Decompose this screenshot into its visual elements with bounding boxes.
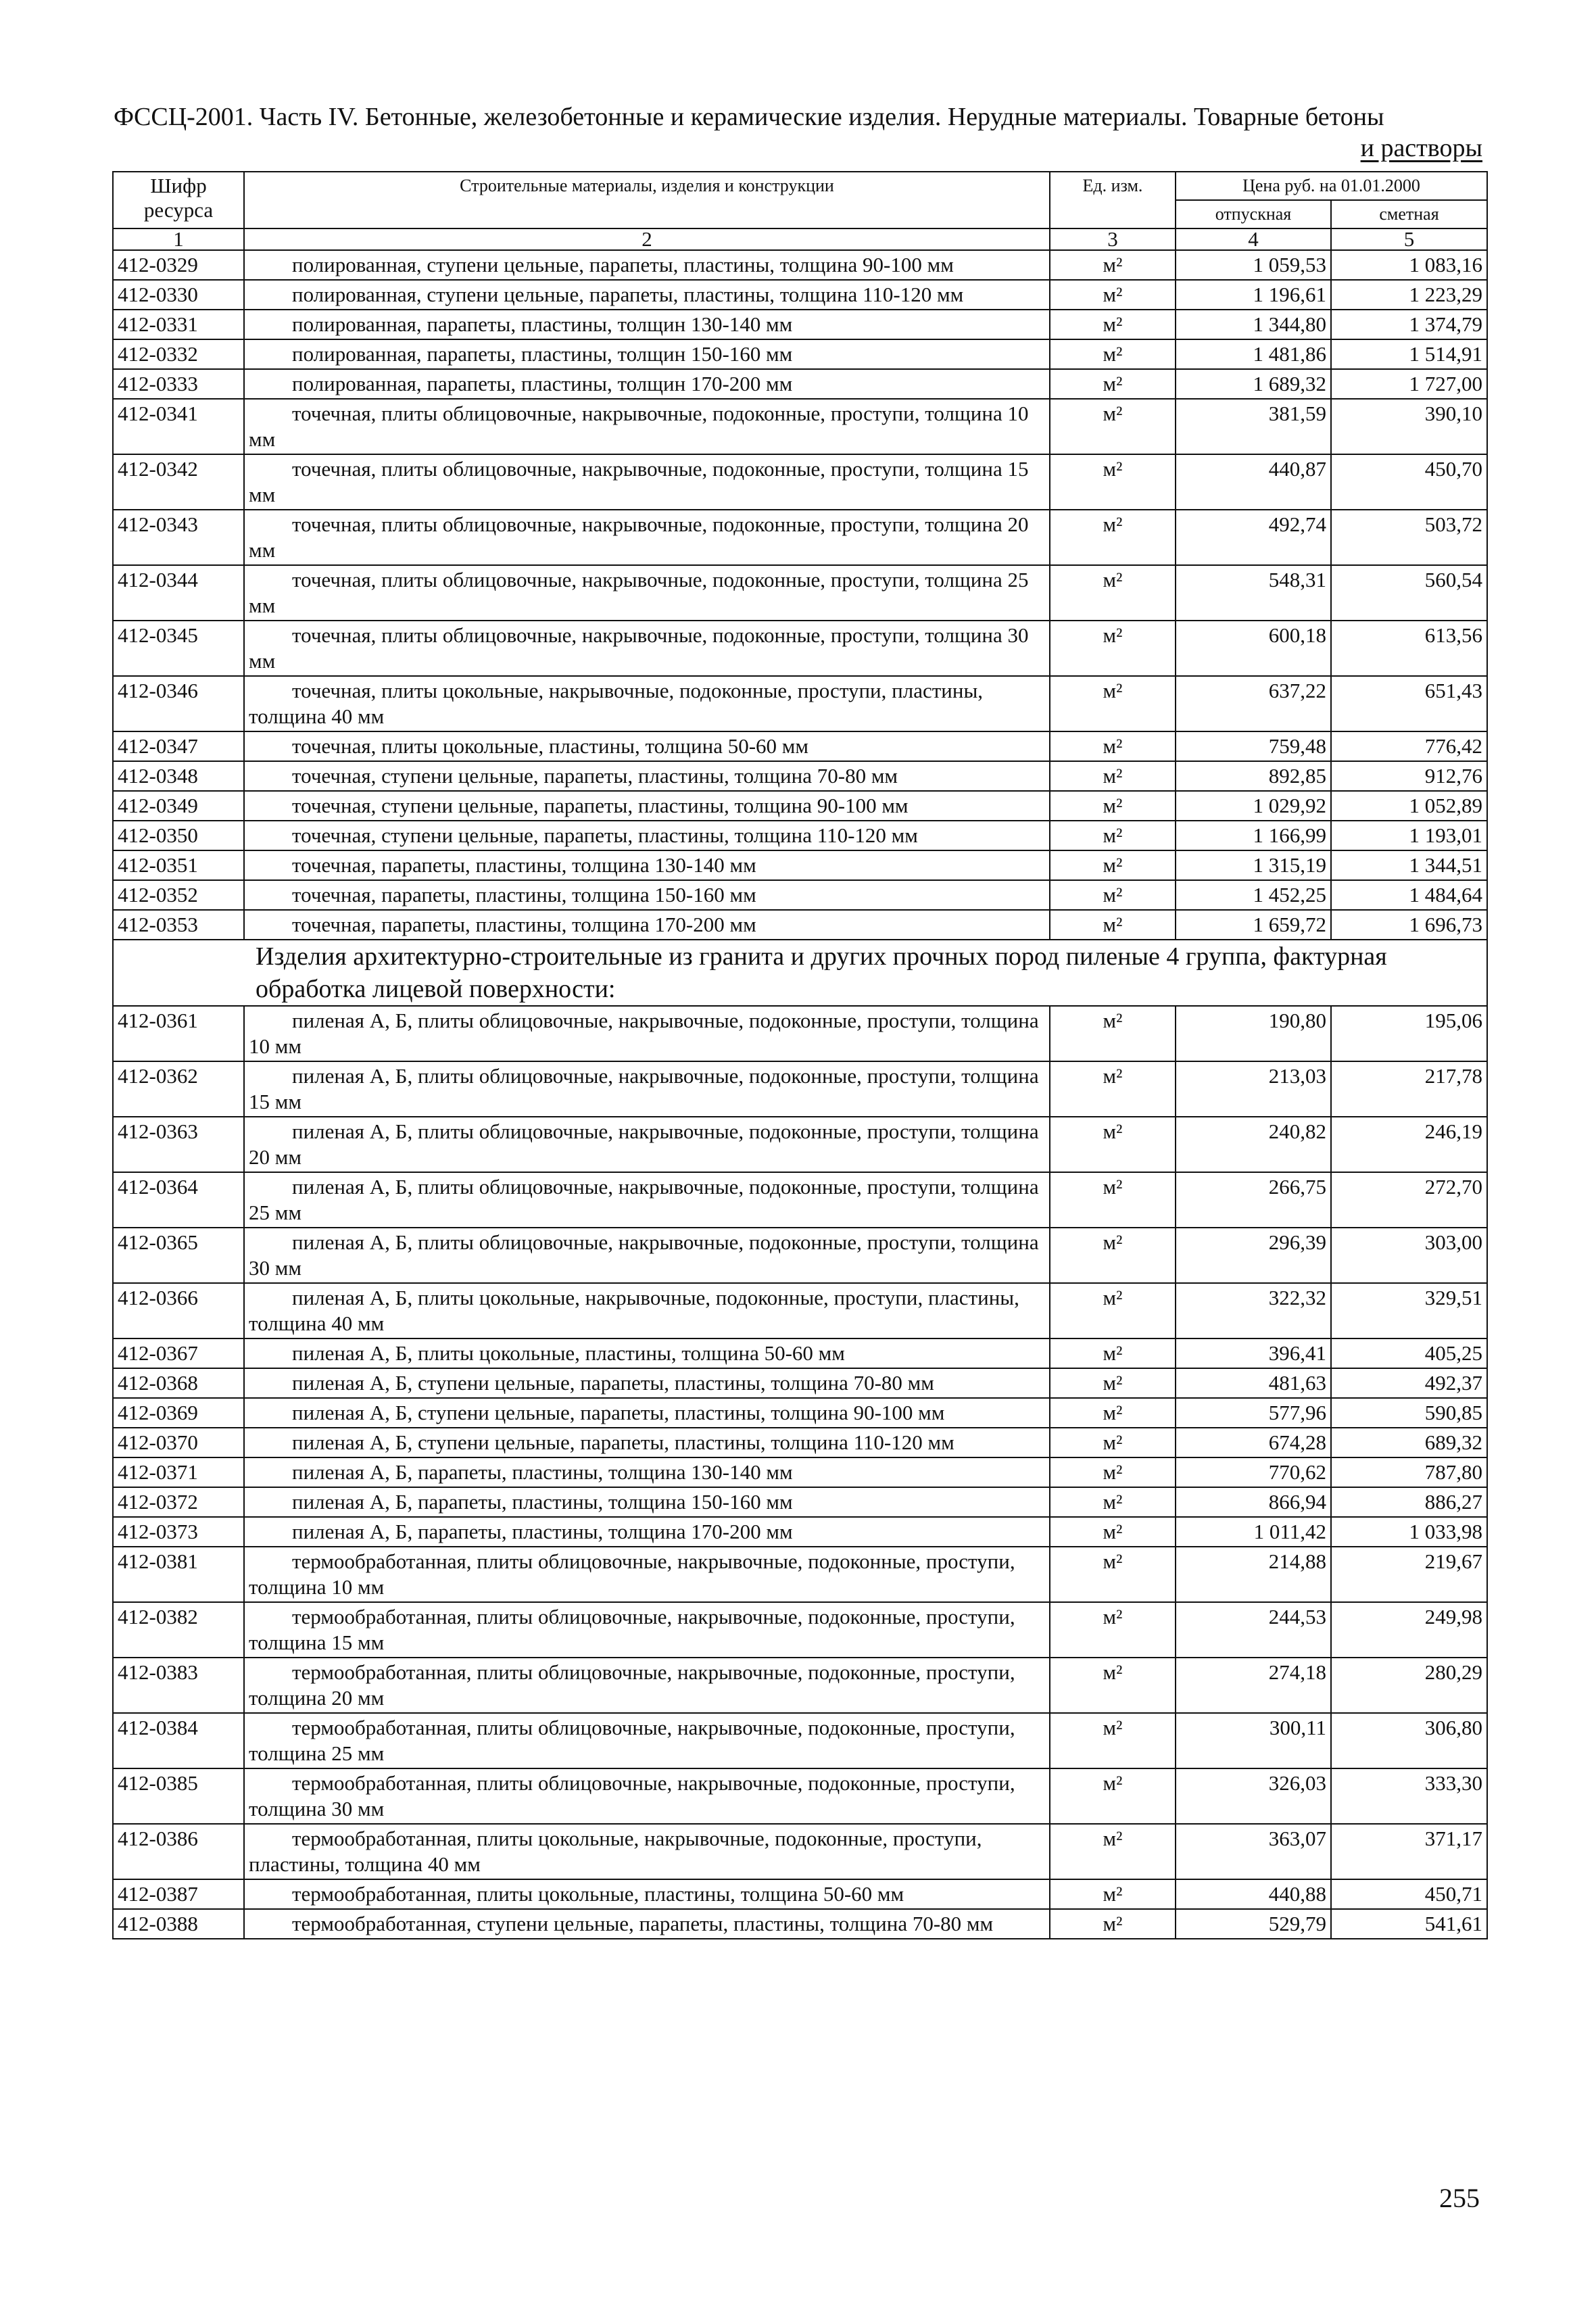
release-price: 1 011,42 (1176, 1517, 1331, 1547)
resource-code: 412-0346 (113, 676, 244, 731)
resource-code: 412-0381 (113, 1547, 244, 1602)
unit-of-measure: м² (1050, 1487, 1176, 1517)
release-price: 577,96 (1176, 1398, 1331, 1428)
release-price: 548,31 (1176, 565, 1331, 621)
estimate-price: 1 033,98 (1331, 1517, 1487, 1547)
table-row (113, 880, 1487, 910)
material-description (244, 510, 1050, 565)
resource-code: 412-0353 (113, 910, 244, 940)
unit-of-measure: м² (1050, 1602, 1176, 1658)
material-description (244, 1006, 1050, 1061)
estimate-price: 560,54 (1331, 565, 1487, 621)
material-description (244, 369, 1050, 399)
estimate-price: 303,00 (1331, 1228, 1487, 1283)
description-text: точечная, парапеты, пластины, толщина 150-160 мм (292, 883, 756, 907)
unit-of-measure: м² (1050, 369, 1176, 399)
description-text: точечная, плиты облицовочные, накрывочные, подоконные, проступи, толщина 10 мм (249, 402, 1029, 451)
table-group-heading (113, 940, 1487, 1006)
estimate-price: 1 484,64 (1331, 880, 1487, 910)
unit-of-measure: м² (1050, 1547, 1176, 1602)
estimate-price: 272,70 (1331, 1172, 1487, 1228)
resource-code: 412-0331 (113, 310, 244, 339)
description-text: точечная, плиты облицовочные, накрывочные, подоконные, проступи, толщина 30 мм (249, 623, 1029, 673)
estimate-price: 450,70 (1331, 454, 1487, 510)
unit-of-measure: м² (1050, 1061, 1176, 1117)
material-description (244, 1338, 1050, 1368)
material-description (244, 731, 1050, 761)
unit-of-measure: м² (1050, 1909, 1176, 1939)
table-header (113, 172, 1487, 250)
resource-code: 412-0367 (113, 1338, 244, 1368)
estimate-price: 1 696,73 (1331, 910, 1487, 940)
unit-of-measure: м² (1050, 621, 1176, 676)
estimate-price: 329,51 (1331, 1283, 1487, 1338)
release-price: 1 452,25 (1176, 880, 1331, 910)
material-description (244, 1547, 1050, 1602)
header-price: Цена руб. на 01.01.2000 (1176, 172, 1487, 200)
estimate-price: 306,80 (1331, 1713, 1487, 1768)
description-text: термообработанная, ступени цельные, парапеты, пластины, толщина 70-80 мм (292, 1912, 994, 1935)
release-price: 1 481,86 (1176, 339, 1331, 369)
price-table (112, 171, 1488, 1939)
description-text: пиленая А, Б, плиты облицовочные, накрывочные, подоконные, проступи, толщина 30 мм (249, 1230, 1039, 1280)
resource-code: 412-0362 (113, 1061, 244, 1117)
estimate-price: 613,56 (1331, 621, 1487, 676)
material-description (244, 565, 1050, 621)
material-description (244, 1658, 1050, 1713)
unit-of-measure: м² (1050, 1768, 1176, 1824)
group-heading-text: Изделия архитектурно-строительные из гранита и других прочных пород пиленые 4 группа, фактурная обработка лицевой поверхности: (113, 940, 1487, 1006)
estimate-price: 912,76 (1331, 761, 1487, 791)
unit-of-measure: м² (1050, 339, 1176, 369)
description-text: пиленая А, Б, плиты облицовочные, накрывочные, подоконные, проступи, толщина 10 мм (249, 1009, 1039, 1058)
unit-of-measure: м² (1050, 1338, 1176, 1368)
table-row (113, 621, 1487, 676)
description-text: пиленая А, Б, ступени цельные, парапеты, пластины, толщина 70-80 мм (292, 1371, 934, 1395)
table-row (113, 1487, 1487, 1517)
description-text: полированная, ступени цельные, парапеты, пластины, толщина 90-100 мм (292, 253, 954, 276)
description-text: точечная, парапеты, пластины, толщина 170-200 мм (292, 913, 756, 936)
estimate-price: 1 193,01 (1331, 821, 1487, 850)
header-line-2: и растворы (1360, 134, 1482, 162)
release-price: 674,28 (1176, 1428, 1331, 1457)
material-description (244, 910, 1050, 940)
release-price: 1 315,19 (1176, 850, 1331, 880)
page-number: 255 (1439, 2183, 1480, 2213)
material-description (244, 1398, 1050, 1428)
release-price: 396,41 (1176, 1338, 1331, 1368)
table-row (113, 310, 1487, 339)
unit-of-measure: м² (1050, 310, 1176, 339)
header-price-release: отпускная (1176, 200, 1331, 228)
resource-code: 412-0342 (113, 454, 244, 510)
description-text: пиленая А, Б, плиты облицовочные, накрывочные, подоконные, проступи, толщина 25 мм (249, 1175, 1039, 1224)
table-row (113, 1457, 1487, 1487)
release-price: 213,03 (1176, 1061, 1331, 1117)
description-text: термообработанная, плиты облицовочные, накрывочные, подоконные, проступи, толщина 15 мм (249, 1605, 1015, 1654)
description-text: точечная, ступени цельные, парапеты, пластины, толщина 70-80 мм (292, 764, 898, 788)
description-text: пиленая А, Б, парапеты, пластины, толщина 130-140 мм (292, 1460, 793, 1484)
material-description (244, 1602, 1050, 1658)
resource-code: 412-0351 (113, 850, 244, 880)
description-text: точечная, плиты облицовочные, накрывочные, подоконные, проступи, толщина 15 мм (249, 457, 1029, 506)
resource-code: 412-0352 (113, 880, 244, 910)
material-description (244, 339, 1050, 369)
table-row (113, 1428, 1487, 1457)
unit-of-measure: м² (1050, 510, 1176, 565)
resource-code: 412-0385 (113, 1768, 244, 1824)
description-text: пиленая А, Б, ступени цельные, парапеты, пластины, толщина 90-100 мм (292, 1401, 945, 1424)
table-row (113, 1283, 1487, 1338)
release-price: 266,75 (1176, 1172, 1331, 1228)
material-description (244, 1824, 1050, 1879)
table-row (113, 280, 1487, 310)
table-row (113, 1824, 1487, 1879)
unit-of-measure: м² (1050, 1517, 1176, 1547)
description-text: пиленая А, Б, парапеты, пластины, толщина 170-200 мм (292, 1520, 793, 1543)
release-price: 1 689,32 (1176, 369, 1331, 399)
release-price: 529,79 (1176, 1909, 1331, 1939)
unit-of-measure: м² (1050, 1457, 1176, 1487)
description-text: точечная, плиты облицовочные, накрывочные, подоконные, проступи, толщина 20 мм (249, 512, 1029, 562)
release-price: 600,18 (1176, 621, 1331, 676)
release-price: 866,94 (1176, 1487, 1331, 1517)
resource-code: 412-0333 (113, 369, 244, 399)
material-description (244, 280, 1050, 310)
table-row (113, 1879, 1487, 1909)
header-unit: Ед. изм. (1050, 172, 1176, 228)
unit-of-measure: м² (1050, 1713, 1176, 1768)
release-price: 274,18 (1176, 1658, 1331, 1713)
material-description (244, 1368, 1050, 1398)
material-description (244, 1517, 1050, 1547)
column-number: 3 (1050, 228, 1176, 250)
material-description (244, 310, 1050, 339)
resource-code: 412-0343 (113, 510, 244, 565)
resource-code: 412-0347 (113, 731, 244, 761)
unit-of-measure: м² (1050, 821, 1176, 850)
estimate-price: 371,17 (1331, 1824, 1487, 1879)
resource-code: 412-0350 (113, 821, 244, 850)
resource-code: 412-0329 (113, 250, 244, 280)
estimate-price: 390,10 (1331, 399, 1487, 454)
release-price: 440,87 (1176, 454, 1331, 510)
estimate-price: 503,72 (1331, 510, 1487, 565)
material-description (244, 1428, 1050, 1457)
price-table-container (112, 171, 1486, 1939)
resource-code: 412-0386 (113, 1824, 244, 1879)
description-text: термообработанная, плиты облицовочные, накрывочные, подоконные, проступи, толщина 25 мм (249, 1716, 1015, 1765)
table-row (113, 1909, 1487, 1939)
description-text: пиленая А, Б, плиты облицовочные, накрывочные, подоконные, проступи, толщина 15 мм (249, 1064, 1039, 1113)
header-line-1: ФССЦ-2001. Часть IV. Бетонные, железобетонные и керамические изделия. Нерудные материалы. Товарные бетоны (114, 103, 1384, 131)
release-price: 381,59 (1176, 399, 1331, 454)
description-text: полированная, парапеты, пластины, толщин 130-140 мм (292, 312, 793, 336)
table-row (113, 1228, 1487, 1283)
unit-of-measure: м² (1050, 565, 1176, 621)
unit-of-measure: м² (1050, 1006, 1176, 1061)
table-row (113, 250, 1487, 280)
material-description (244, 880, 1050, 910)
resource-code: 412-0363 (113, 1117, 244, 1172)
estimate-price: 405,25 (1331, 1338, 1487, 1368)
unit-of-measure: м² (1050, 1428, 1176, 1457)
description-text: пиленая А, Б, плиты цокольные, накрывочные, подоконные, проступи, пластины, толщина 40 мм (249, 1286, 1019, 1335)
release-price: 481,63 (1176, 1368, 1331, 1398)
column-number: 1 (113, 228, 244, 250)
material-description (244, 1228, 1050, 1283)
release-price: 759,48 (1176, 731, 1331, 761)
estimate-price: 541,61 (1331, 1909, 1487, 1939)
material-description (244, 676, 1050, 731)
resource-code: 412-0341 (113, 399, 244, 454)
material-description (244, 250, 1050, 280)
material-description (244, 850, 1050, 880)
resource-code: 412-0348 (113, 761, 244, 791)
table-row (113, 761, 1487, 791)
description-text: точечная, парапеты, пластины, толщина 130-140 мм (292, 853, 756, 877)
resource-code: 412-0387 (113, 1879, 244, 1909)
table-row (113, 791, 1487, 821)
description-text: пиленая А, Б, парапеты, пластины, толщина 150-160 мм (292, 1490, 793, 1514)
resource-code: 412-0383 (113, 1658, 244, 1713)
release-price: 322,32 (1176, 1283, 1331, 1338)
column-number: 4 (1176, 228, 1331, 250)
estimate-price: 280,29 (1331, 1658, 1487, 1713)
description-text: пиленая А, Б, ступени цельные, парапеты, пластины, толщина 110-120 мм (292, 1430, 954, 1454)
unit-of-measure: м² (1050, 676, 1176, 731)
table-row (113, 1117, 1487, 1172)
estimate-price: 219,67 (1331, 1547, 1487, 1602)
resource-code: 412-0349 (113, 791, 244, 821)
estimate-price: 195,06 (1331, 1006, 1487, 1061)
resource-code: 412-0388 (113, 1909, 244, 1939)
unit-of-measure: м² (1050, 731, 1176, 761)
resource-code: 412-0370 (113, 1428, 244, 1457)
description-text: точечная, ступени цельные, парапеты, пластины, толщина 90-100 мм (292, 794, 909, 817)
description-text: пиленая А, Б, плиты облицовочные, накрывочные, подоконные, проступи, толщина 20 мм (249, 1119, 1039, 1169)
unit-of-measure: м² (1050, 399, 1176, 454)
material-description (244, 1172, 1050, 1228)
description-text: полированная, парапеты, пластины, толщин 150-160 мм (292, 342, 793, 366)
table-row (113, 676, 1487, 731)
material-description (244, 1487, 1050, 1517)
header-price-estimate: сметная (1331, 200, 1487, 228)
estimate-price: 1 727,00 (1331, 369, 1487, 399)
resource-code: 412-0330 (113, 280, 244, 310)
description-text: точечная, ступени цельные, парапеты, пластины, толщина 110-120 мм (292, 823, 918, 847)
estimate-price: 787,80 (1331, 1457, 1487, 1487)
estimate-price: 651,43 (1331, 676, 1487, 731)
material-description (244, 791, 1050, 821)
unit-of-measure: м² (1050, 454, 1176, 510)
unit-of-measure: м² (1050, 280, 1176, 310)
table-row (113, 731, 1487, 761)
table-row (113, 1547, 1487, 1602)
unit-of-measure: м² (1050, 880, 1176, 910)
material-description (244, 1768, 1050, 1824)
resource-code: 412-0365 (113, 1228, 244, 1283)
table-row (113, 1517, 1487, 1547)
release-price: 300,11 (1176, 1713, 1331, 1768)
table-row (113, 454, 1487, 510)
unit-of-measure: м² (1050, 1658, 1176, 1713)
release-price: 1 344,80 (1176, 310, 1331, 339)
unit-of-measure: м² (1050, 1368, 1176, 1398)
release-price: 326,03 (1176, 1768, 1331, 1824)
estimate-price: 246,19 (1331, 1117, 1487, 1172)
release-price: 190,80 (1176, 1006, 1331, 1061)
estimate-price: 886,27 (1331, 1487, 1487, 1517)
resource-code: 412-0364 (113, 1172, 244, 1228)
description-text: термообработанная, плиты цокольные, накрывочные, подоконные, проступи, пластины, толщина 40 мм (249, 1827, 982, 1876)
table-row (113, 1006, 1487, 1061)
unit-of-measure: м² (1050, 1117, 1176, 1172)
column-number: 5 (1331, 228, 1487, 250)
table-row (113, 1713, 1487, 1768)
material-description (244, 399, 1050, 454)
estimate-price: 333,30 (1331, 1768, 1487, 1824)
unit-of-measure: м² (1050, 1283, 1176, 1338)
resource-code: 412-0368 (113, 1368, 244, 1398)
description-text: термообработанная, плиты цокольные, пластины, толщина 50-60 мм (292, 1882, 904, 1906)
resource-code: 412-0372 (113, 1487, 244, 1517)
resource-code: 412-0344 (113, 565, 244, 621)
resource-code: 412-0384 (113, 1713, 244, 1768)
table-row (113, 1398, 1487, 1428)
material-description (244, 761, 1050, 791)
release-price: 770,62 (1176, 1457, 1331, 1487)
material-description (244, 1909, 1050, 1939)
resource-code: 412-0345 (113, 621, 244, 676)
release-price: 492,74 (1176, 510, 1331, 565)
estimate-price: 1 514,91 (1331, 339, 1487, 369)
table-row (113, 1368, 1487, 1398)
resource-code: 412-0361 (113, 1006, 244, 1061)
estimate-price: 492,37 (1331, 1368, 1487, 1398)
unit-of-measure: м² (1050, 1398, 1176, 1428)
release-price: 1 659,72 (1176, 910, 1331, 940)
unit-of-measure: м² (1050, 1824, 1176, 1879)
unit-of-measure: м² (1050, 250, 1176, 280)
description-text: пиленая А, Б, плиты цокольные, пластины, толщина 50-60 мм (292, 1341, 845, 1365)
estimate-price: 590,85 (1331, 1398, 1487, 1428)
table-row (113, 565, 1487, 621)
resource-code: 412-0371 (113, 1457, 244, 1487)
unit-of-measure: м² (1050, 850, 1176, 880)
estimate-price: 776,42 (1331, 731, 1487, 761)
table-row (113, 339, 1487, 369)
unit-of-measure: м² (1050, 1879, 1176, 1909)
estimate-price: 1 083,16 (1331, 250, 1487, 280)
unit-of-measure: м² (1050, 910, 1176, 940)
header-code: Шифр ресурса (113, 172, 244, 228)
material-description (244, 1283, 1050, 1338)
description-text: термообработанная, плиты облицовочные, накрывочные, подоконные, проступи, толщина 10 мм (249, 1549, 1015, 1599)
release-price: 440,88 (1176, 1879, 1331, 1909)
resource-code: 412-0373 (113, 1517, 244, 1547)
material-description (244, 1713, 1050, 1768)
table-row (113, 1602, 1487, 1658)
release-price: 1 029,92 (1176, 791, 1331, 821)
page-header (114, 101, 1482, 164)
resource-code: 412-0369 (113, 1398, 244, 1428)
estimate-price: 1 052,89 (1331, 791, 1487, 821)
table-row (113, 1338, 1487, 1368)
description-text: полированная, парапеты, пластины, толщин 170-200 мм (292, 372, 793, 395)
estimate-price: 217,78 (1331, 1061, 1487, 1117)
resource-code: 412-0382 (113, 1602, 244, 1658)
table-row (113, 821, 1487, 850)
table-row (113, 1172, 1487, 1228)
release-price: 892,85 (1176, 761, 1331, 791)
material-description (244, 1117, 1050, 1172)
estimate-price: 1 223,29 (1331, 280, 1487, 310)
description-text: полированная, ступени цельные, парапеты, пластины, толщина 110-120 мм (292, 283, 964, 306)
table-row (113, 1061, 1487, 1117)
release-price: 363,07 (1176, 1824, 1331, 1879)
estimate-price: 450,71 (1331, 1879, 1487, 1909)
estimate-price: 689,32 (1331, 1428, 1487, 1457)
release-price: 1 196,61 (1176, 280, 1331, 310)
description-text: точечная, плиты цокольные, пластины, толщина 50-60 мм (292, 734, 809, 758)
table-body (113, 250, 1487, 1939)
material-description (244, 1879, 1050, 1909)
material-description (244, 1457, 1050, 1487)
estimate-price: 249,98 (1331, 1602, 1487, 1658)
resource-code: 412-0366 (113, 1283, 244, 1338)
estimate-price: 1 344,51 (1331, 850, 1487, 880)
description-text: точечная, плиты цокольные, накрывочные, подоконные, проступи, пластины, толщина 40 мм (249, 679, 984, 728)
description-text: точечная, плиты облицовочные, накрывочные, подоконные, проступи, толщина 25 мм (249, 568, 1029, 617)
resource-code: 412-0332 (113, 339, 244, 369)
estimate-price: 1 374,79 (1331, 310, 1487, 339)
table-row (113, 1768, 1487, 1824)
unit-of-measure: м² (1050, 761, 1176, 791)
release-price: 244,53 (1176, 1602, 1331, 1658)
release-price: 637,22 (1176, 676, 1331, 731)
material-description (244, 621, 1050, 676)
table-row (113, 850, 1487, 880)
table-row (113, 369, 1487, 399)
column-number: 2 (244, 228, 1050, 250)
description-text: термообработанная, плиты облицовочные, накрывочные, подоконные, проступи, толщина 20 мм (249, 1660, 1015, 1710)
unit-of-measure: м² (1050, 1172, 1176, 1228)
description-text: термообработанная, плиты облицовочные, накрывочные, подоконные, проступи, толщина 30 мм (249, 1771, 1015, 1820)
header-description: Строительные материалы, изделия и конструкции (244, 172, 1050, 228)
material-description (244, 454, 1050, 510)
unit-of-measure: м² (1050, 791, 1176, 821)
table-row (113, 399, 1487, 454)
release-price: 1 166,99 (1176, 821, 1331, 850)
material-description (244, 1061, 1050, 1117)
release-price: 296,39 (1176, 1228, 1331, 1283)
table-row (113, 1658, 1487, 1713)
unit-of-measure: м² (1050, 1228, 1176, 1283)
material-description (244, 821, 1050, 850)
release-price: 214,88 (1176, 1547, 1331, 1602)
table-row (113, 910, 1487, 940)
table-row (113, 510, 1487, 565)
release-price: 1 059,53 (1176, 250, 1331, 280)
release-price: 240,82 (1176, 1117, 1331, 1172)
